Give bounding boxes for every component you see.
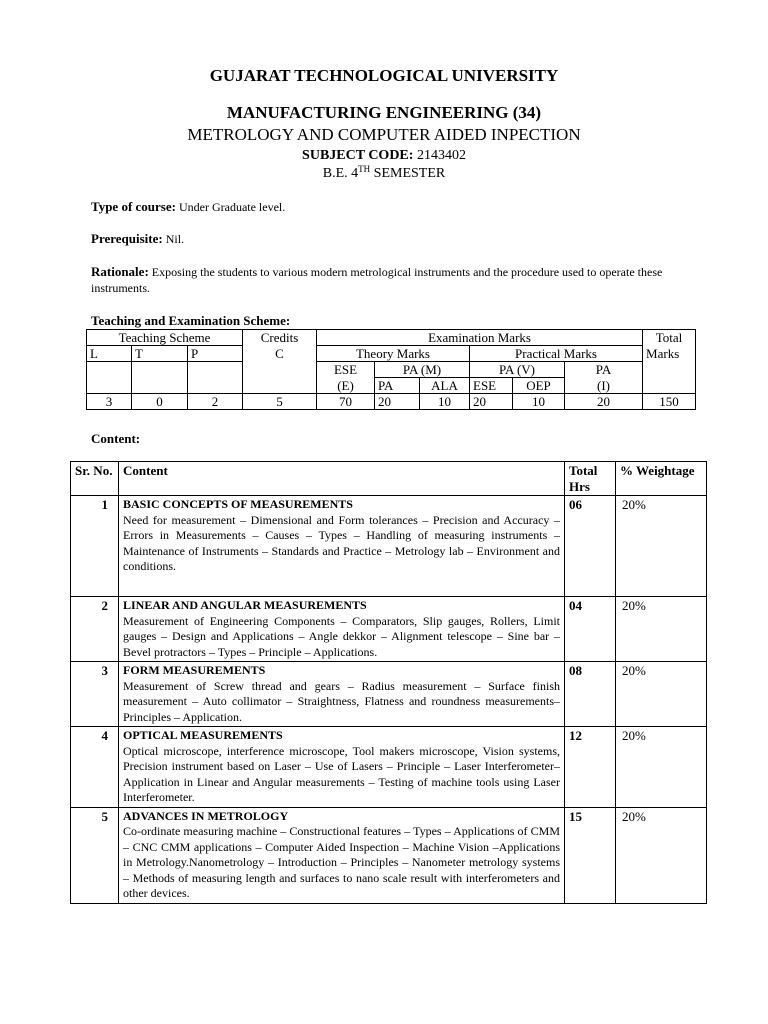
value-oep: 10 [513, 394, 565, 410]
row-content [119, 597, 565, 662]
sr-no-header: Sr. No. [71, 462, 119, 496]
semester-suffix: SEMESTER [373, 166, 446, 181]
course-type [91, 199, 701, 215]
content-header-row [71, 462, 707, 496]
unit-title: LINEAR AND ANGULAR MEASUREMENTS [123, 598, 367, 612]
unit-text: Measurement of Engineering Components – Comparators, Slip gauges, Rollers, Limit gauges – Design and Applications – Angle dekkor – Alignment telescope – Sine bar –Bevel protractors – Types – Principle – Applications. [123, 613, 560, 659]
scheme-row-2 [87, 346, 696, 362]
value-ese: 70 [317, 394, 375, 410]
value-l: 3 [87, 394, 132, 410]
row-weightage: 20% [616, 496, 707, 597]
table-row [71, 597, 707, 662]
prerequisite-label: Prerequisite: [91, 231, 163, 246]
pa-sub-header: PA [375, 378, 420, 394]
content-table [70, 461, 707, 904]
row-content [119, 662, 565, 727]
oep-header: OEP [513, 378, 565, 394]
total-hrs-header: Total Hrs [565, 462, 616, 496]
table-row [71, 662, 707, 727]
row-content [119, 496, 565, 597]
t-header: T [132, 346, 188, 362]
prerequisite-value: Nil. [165, 232, 185, 246]
scheme-row-3 [87, 362, 696, 378]
value-p: 2 [188, 394, 243, 410]
weightage-header: % Weightage [616, 462, 707, 496]
value-pa: 20 [375, 394, 420, 410]
subject-title: METROLOGY AND COMPUTER AIDED INPECTION [187, 125, 581, 144]
prerequisite [91, 231, 701, 247]
scheme-row-1 [87, 330, 696, 346]
row-weightage: 20% [616, 727, 707, 808]
p-header: P [188, 346, 243, 362]
table-row [71, 727, 707, 808]
value-ese2: 20 [470, 394, 513, 410]
table-row [71, 807, 707, 903]
unit-title: BASIC CONCEPTS OF MEASUREMENTS [123, 497, 353, 511]
row-weightage: 20% [616, 662, 707, 727]
unit-title: OPTICAL MEASUREMENTS [123, 728, 283, 742]
row-content [119, 727, 565, 808]
unit-text: Co-ordinate measuring machine – Constructional features – Types – Applications of CMM – CNC CMM applications – Computer Aided Inspection – Machine Vision –Applications in Metrology.Nanometrology – Introduction – Principles – Nanometer metrology systems – Methods of measuring length and surfaces to nano scale result with interferometers and other devices. [123, 824, 560, 900]
scheme-row-4 [87, 378, 696, 394]
c-header: C [243, 346, 317, 362]
row-number: 3 [71, 662, 119, 727]
pa-v-header: PA (V) [470, 362, 565, 378]
l-header: L [87, 346, 132, 362]
university-title: GUJARAT TECHNOLOGICAL UNIVERSITY [209, 66, 559, 85]
row-number: 5 [71, 807, 119, 903]
content-header: Content [119, 462, 565, 496]
ese-header: ESE [317, 362, 375, 378]
i-header: (I) [565, 378, 643, 394]
practical-header: Practical Marks [470, 346, 643, 362]
unit-text: Optical microscope, interference microscope, Tool makers microscope, Vision systems, Precision instrument based on Laser – Use of Lasers – Principle – Laser Interferometer– Application in Linear and Angular measurements – Testing of machine tools using Laser Interferometer. [123, 743, 560, 804]
unit-title: FORM MEASUREMENTS [123, 663, 266, 677]
total-header: Total [643, 330, 696, 346]
rationale [91, 264, 701, 296]
course-type-value: Under Graduate level. [178, 200, 286, 214]
scheme-title: Teaching and Examination Scheme: [91, 313, 291, 328]
row-number: 4 [71, 727, 119, 808]
ese2-header: ESE [470, 378, 513, 394]
subject-code [0, 148, 768, 164]
row-number: 1 [71, 496, 119, 597]
table-row [71, 496, 707, 597]
value-t: 0 [132, 394, 188, 410]
content-title: Content: [91, 431, 141, 446]
row-hours: 12 [565, 727, 616, 808]
exam-marks-header: Examination Marks [317, 330, 643, 346]
unit-text: Measurement of Screw thread and gears – Radius measurement – Surface finish measurement – Auto collimator – Straightness, Flatness and roundness measurements– Principles – Application. [123, 678, 560, 724]
unit-text: Need for measurement – Dimensional and Form tolerances – Precision and Accuracy –Errors in Measurements – Causes – Types – Handling of measuring instruments –Maintenance of Instruments – Standards and Practice – Metrology lab – Environment and conditions. [123, 512, 560, 573]
branch-title: MANUFACTURING ENGINEERING (34) [226, 103, 542, 122]
marks-header: Marks [643, 346, 696, 362]
value-ala: 10 [420, 394, 470, 410]
value-credits: 5 [243, 394, 317, 410]
pa-m-header: PA (M) [375, 362, 470, 378]
row-hours: 08 [565, 662, 616, 727]
credits-header: Credits [243, 330, 317, 346]
scheme-table [86, 329, 696, 410]
e-header: (E) [317, 378, 375, 394]
semester-prefix: B.E. 4 [322, 166, 359, 181]
teaching-scheme-header: Teaching Scheme [87, 330, 243, 346]
row-hours: 06 [565, 496, 616, 597]
row-weightage: 20% [616, 597, 707, 662]
value-total: 150 [643, 394, 696, 410]
row-hours: 04 [565, 597, 616, 662]
unit-title: ADVANCES IN METROLOGY [123, 808, 289, 823]
value-pa-i: 20 [565, 394, 643, 410]
row-weightage: 20% [616, 807, 707, 903]
rationale-label: Rationale: [91, 264, 149, 279]
theory-header: Theory Marks [317, 346, 470, 362]
subject-code-label: SUBJECT CODE: [302, 148, 414, 163]
course-type-label: Type of course: [91, 199, 176, 214]
semester-superscript: TH [358, 164, 371, 174]
row-content [119, 807, 565, 903]
ala-header: ALA [420, 378, 470, 394]
rationale-value: Exposing the students to various modern metrological instruments and the procedure used to operate these instruments. [91, 265, 663, 295]
row-number: 2 [71, 597, 119, 662]
semester-line [0, 164, 768, 182]
scheme-values-row [87, 394, 696, 410]
subject-code-value: 2143402 [416, 148, 466, 163]
row-hours: 15 [565, 807, 616, 903]
pa-header: PA [565, 362, 643, 378]
